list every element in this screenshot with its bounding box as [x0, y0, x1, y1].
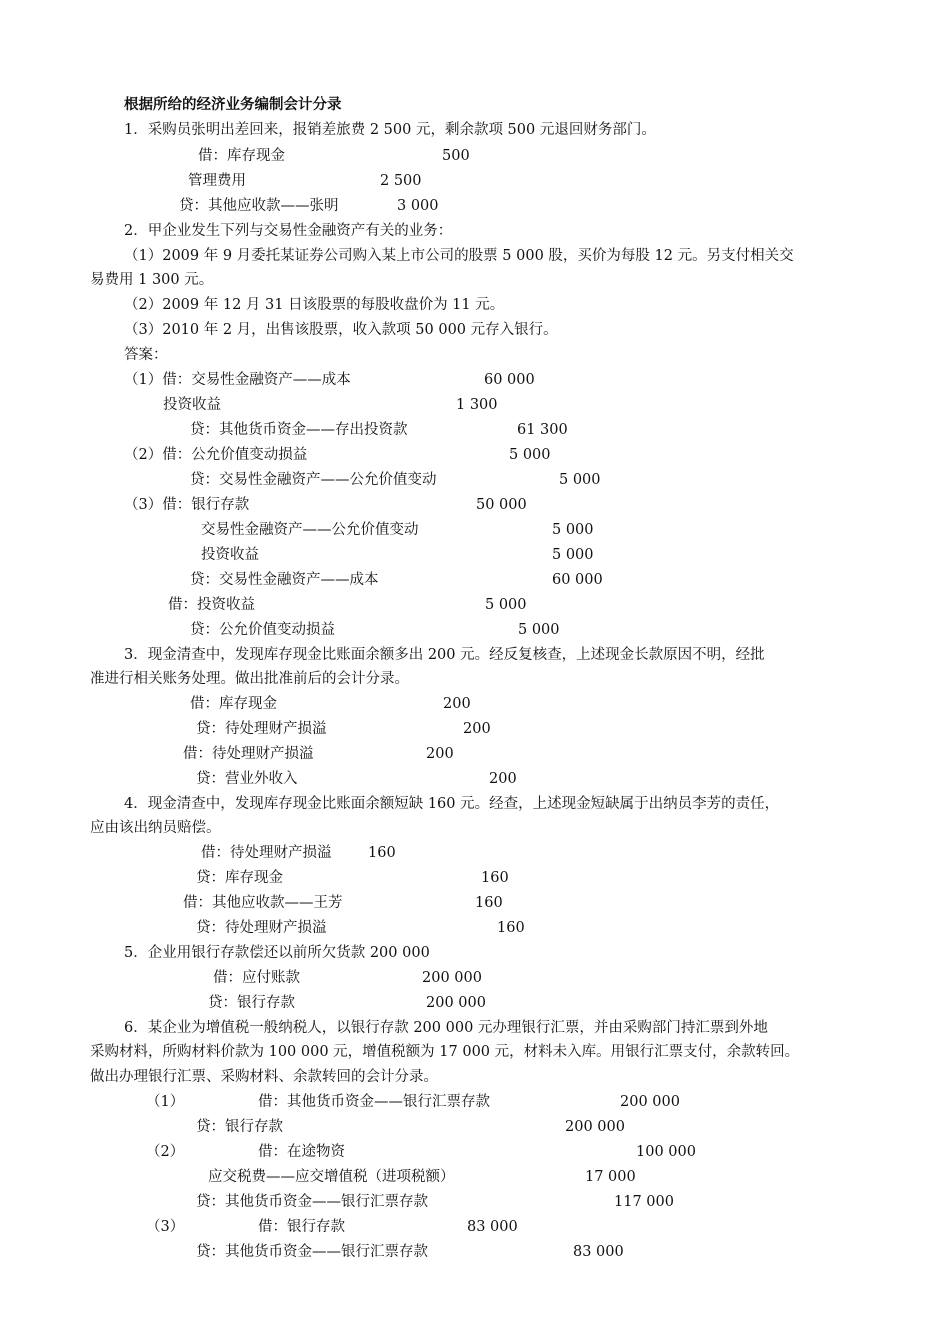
- text-line: （3）: [146, 1219, 185, 1235]
- text-line: 2．甲企业发生下列与交易性金融资产有关的业务：: [124, 223, 453, 239]
- text-line: 答案：: [124, 347, 168, 363]
- entry-amount: 500: [442, 148, 470, 164]
- entry-amount: 117 000: [614, 1194, 674, 1210]
- entry-amount: 160: [368, 845, 396, 861]
- entry-amount: 50 000: [476, 497, 527, 513]
- document-title: 根据所给的经济业务编制会计分录: [124, 96, 342, 113]
- entry-amount: 160: [497, 920, 525, 936]
- entry-amount: 200: [489, 771, 517, 787]
- text-line: 借：银行存款: [258, 1219, 345, 1235]
- text-line: 贷：其他货币资金——存出投资款: [190, 422, 408, 438]
- entry-amount: 100 000: [636, 1144, 696, 1160]
- entry-amount: 200: [463, 721, 491, 737]
- text-line: 做出办理银行汇票、采购材料、余款转回的会计分录。: [90, 1069, 438, 1085]
- text-line: 借：投资收益: [168, 597, 255, 613]
- text-line: （3）2010 年 2 月，出售该股票，收入款项 50 000 元存入银行。: [124, 322, 558, 338]
- text-line: （1）借：交易性金融资产——成本: [124, 372, 351, 388]
- text-line: 贷：营业外收入: [196, 771, 298, 787]
- entry-amount: 160: [481, 870, 509, 886]
- text-line: 准进行相关账务处理。做出批准前后的会计分录。: [90, 671, 409, 687]
- text-line: 借：在途物资: [258, 1144, 345, 1160]
- entry-amount: 61 300: [517, 422, 568, 438]
- text-line: 贷：银行存款: [208, 995, 295, 1011]
- text-line: 1．采购员张明出差回来，报销差旅费 2 500 元，剩余款项 500 元退回财务部门。: [124, 122, 656, 138]
- text-line: （2）借：公允价值变动损益: [124, 447, 308, 463]
- text-line: 贷：公允价值变动损益: [190, 622, 335, 638]
- text-line: 贷：其他应收款——张明: [179, 198, 339, 214]
- entry-amount: 83 000: [467, 1219, 518, 1235]
- text-line: 应交税费——应交增值税（进项税额）: [208, 1169, 455, 1185]
- entry-amount: 1 300: [456, 397, 498, 413]
- text-line: 4．现金清查中，发现库存现金比账面余额短缺 160 元。经查，上述现金短缺属于出纳员李芳的责任，: [124, 796, 780, 812]
- text-line: 投资收益: [163, 397, 221, 413]
- text-line: 5．企业用银行存款偿还以前所欠货款 200 000: [124, 945, 430, 961]
- text-line: 6．某企业为增值税一般纳税人，以银行存款 200 000 元办理银行汇票，并由采购部门持汇票到外地: [124, 1020, 768, 1036]
- entry-amount: 5 000: [559, 472, 601, 488]
- text-line: 借：待处理财产损溢: [183, 746, 314, 762]
- entry-amount: 200 000: [565, 1119, 625, 1135]
- entry-amount: 200: [443, 696, 471, 712]
- text-line: 贷：其他货币资金——银行汇票存款: [196, 1194, 428, 1210]
- text-line: 应由该出纳员赔偿。: [90, 820, 221, 836]
- text-line: 贷：交易性金融资产——公允价值变动: [190, 472, 437, 488]
- text-line: 贷：库存现金: [196, 870, 283, 886]
- entry-amount: 5 000: [485, 597, 527, 613]
- text-line: 借：库存现金: [198, 148, 285, 164]
- text-line: （1）: [146, 1094, 185, 1110]
- text-line: （1）2009 年 9 月委托某证券公司购入某上市公司的股票 5 000 股，买价为每股 12 元。另支付相关交: [124, 248, 794, 264]
- text-line: 借：待处理财产损溢: [201, 845, 332, 861]
- text-line: 贷：银行存款: [196, 1119, 283, 1135]
- entry-amount: 200 000: [422, 970, 482, 986]
- entry-amount: 200 000: [620, 1094, 680, 1110]
- text-line: （2）2009 年 12 月 31 日该股票的每股收盘价为 11 元。: [124, 297, 505, 313]
- entry-amount: 17 000: [585, 1169, 636, 1185]
- entry-amount: 160: [475, 895, 503, 911]
- entry-amount: 200: [426, 746, 454, 762]
- entry-amount: 2 500: [380, 173, 422, 189]
- text-line: 借：其他应收款——王芳: [183, 895, 343, 911]
- text-line: 贷：其他货币资金——银行汇票存款: [196, 1244, 428, 1260]
- text-line: 管理费用: [188, 173, 246, 189]
- text-line: 交易性金融资产——公允价值变动: [201, 522, 419, 538]
- entry-amount: 5 000: [552, 547, 594, 563]
- text-line: 贷：交易性金融资产——成本: [190, 572, 379, 588]
- entry-amount: 5 000: [518, 622, 560, 638]
- text-line: 3．现金清查中，发现库存现金比账面余额多出 200 元。经反复核查，上述现金长款原因不明，经批: [124, 647, 765, 663]
- entry-amount: 200 000: [426, 995, 486, 1011]
- text-line: （3）借：银行存款: [124, 497, 250, 513]
- text-line: 贷：待处理财产损溢: [196, 920, 327, 936]
- entry-amount: 5 000: [509, 447, 551, 463]
- entry-amount: 60 000: [484, 372, 535, 388]
- text-line: 借：应付账款: [213, 970, 300, 986]
- entry-amount: 3 000: [397, 198, 439, 214]
- entry-amount: 83 000: [573, 1244, 624, 1260]
- text-line: 采购材料，所购材料价款为 100 000 元，增值税额为 17 000 元，材料未入库。用银行汇票支付，余款转回。: [90, 1044, 800, 1060]
- text-line: 易费用 1 300 元。: [90, 272, 214, 288]
- text-line: （2）: [146, 1144, 185, 1160]
- text-line: 借：库存现金: [190, 696, 277, 712]
- entry-amount: 60 000: [552, 572, 603, 588]
- text-line: 投资收益: [201, 547, 259, 563]
- text-line: 贷：待处理财产损溢: [196, 721, 327, 737]
- text-line: 借：其他货币资金——银行汇票存款: [258, 1094, 490, 1110]
- entry-amount: 5 000: [552, 522, 594, 538]
